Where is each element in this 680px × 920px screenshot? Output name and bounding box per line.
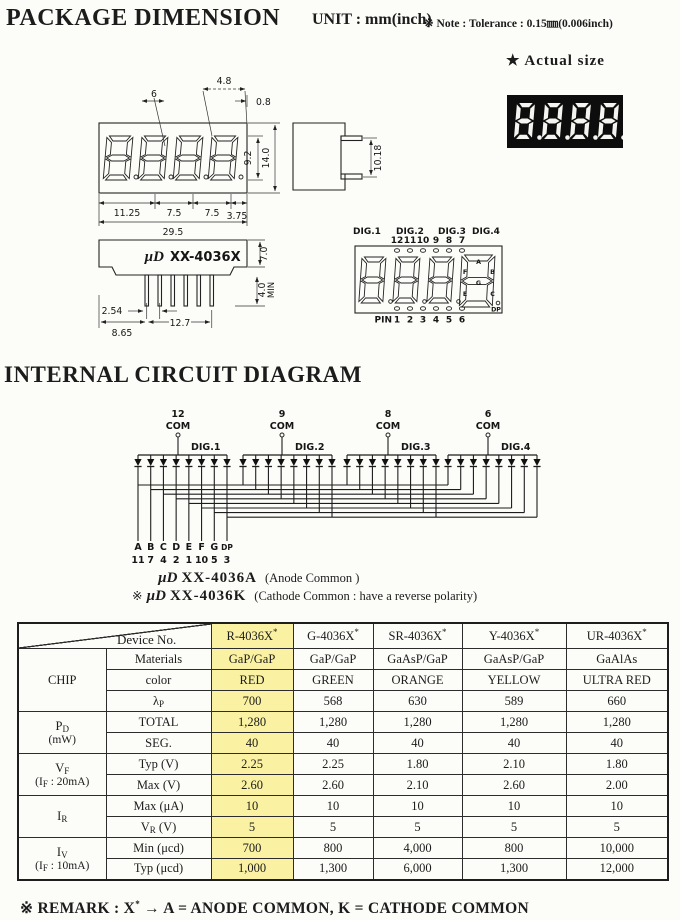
value-cell: 10 bbox=[462, 796, 566, 817]
svg-text:DIG.3: DIG.3 bbox=[438, 227, 466, 237]
table-row bbox=[18, 733, 668, 754]
table-row bbox=[18, 775, 668, 796]
value-cell: 5 bbox=[211, 817, 293, 838]
svg-text:2.54: 2.54 bbox=[101, 306, 123, 317]
svg-text:10: 10 bbox=[416, 236, 430, 246]
value-cell: ORANGE bbox=[373, 670, 462, 691]
actual-size-display bbox=[507, 95, 623, 148]
svg-text:COM: COM bbox=[165, 421, 191, 432]
group-label-cell: IV (IF : 10mA) bbox=[18, 838, 106, 880]
svg-text:11.25: 11.25 bbox=[113, 208, 141, 219]
device-header-cell: Y-4036X* bbox=[462, 623, 566, 649]
value-cell: 10 bbox=[566, 796, 668, 817]
table-row bbox=[18, 691, 668, 712]
svg-text:6: 6 bbox=[484, 409, 492, 420]
value-cell: 40 bbox=[293, 733, 373, 754]
param-label-cell: Typ (V) bbox=[106, 754, 211, 775]
side-height-label: 10.18 bbox=[373, 144, 384, 172]
value-cell: 2.60 bbox=[293, 775, 373, 796]
param-label-cell: Max (V) bbox=[106, 775, 211, 796]
svg-text:7.0: 7.0 bbox=[259, 246, 270, 262]
svg-text:DIG.2: DIG.2 bbox=[396, 227, 424, 237]
svg-text:8: 8 bbox=[384, 409, 392, 420]
value-cell: 40 bbox=[211, 733, 293, 754]
svg-text:9: 9 bbox=[432, 236, 440, 246]
svg-text:COM: COM bbox=[475, 421, 501, 432]
value-cell: 5 bbox=[373, 817, 462, 838]
value-cell: 1,300 bbox=[462, 859, 566, 880]
svg-text:4: 4 bbox=[432, 315, 440, 326]
svg-text:DIG.4: DIG.4 bbox=[501, 442, 531, 453]
svg-text:11: 11 bbox=[403, 236, 417, 246]
value-cell: GaAsP/GaP bbox=[462, 649, 566, 670]
actual-size-label: ★ Actual size bbox=[506, 53, 605, 69]
page-title: PACKAGE DIMENSION bbox=[6, 5, 281, 31]
svg-text:12: 12 bbox=[390, 236, 404, 246]
group-label-cell: PD (mW) bbox=[18, 712, 106, 754]
value-cell: 2.25 bbox=[293, 754, 373, 775]
value-cell: GaP/GaP bbox=[293, 649, 373, 670]
param-label-cell: SEG. bbox=[106, 733, 211, 754]
table-row bbox=[18, 796, 668, 817]
svg-text:5: 5 bbox=[210, 555, 218, 566]
package-model: XX-4036X bbox=[170, 250, 241, 265]
param-label-cell: Min (μcd) bbox=[106, 838, 211, 859]
package-logo: µD bbox=[144, 249, 164, 265]
group-label-cell: CHIP bbox=[18, 649, 106, 712]
param-label-cell: λP bbox=[106, 691, 211, 712]
svg-text:10: 10 bbox=[194, 555, 209, 566]
svg-text:COM: COM bbox=[375, 421, 401, 432]
param-label-cell: Max (μA) bbox=[106, 796, 211, 817]
remark-asterisk: ※ bbox=[132, 589, 143, 603]
value-cell: GaAlAs bbox=[566, 649, 668, 670]
internal-circuit-diagram bbox=[95, 403, 585, 575]
value-cell: 5 bbox=[462, 817, 566, 838]
svg-text:DIG.1: DIG.1 bbox=[191, 442, 221, 453]
svg-text:3: 3 bbox=[223, 555, 231, 566]
value-cell: 5 bbox=[293, 817, 373, 838]
param-label-cell: VR (V) bbox=[106, 817, 211, 838]
svg-text:7.5: 7.5 bbox=[204, 208, 220, 219]
svg-text:G: G bbox=[475, 280, 482, 287]
group-label-cell: IR bbox=[18, 796, 106, 838]
value-cell: GREEN bbox=[293, 670, 373, 691]
svg-text:G: G bbox=[210, 542, 219, 553]
svg-text:C: C bbox=[159, 542, 167, 553]
svg-text:12: 12 bbox=[171, 409, 185, 420]
tolerance-note: ※ Note : Tolerance : 0.15㎜(0.006inch) bbox=[424, 18, 613, 30]
table-row bbox=[18, 649, 668, 670]
svg-text:DIG.3: DIG.3 bbox=[401, 442, 431, 453]
front-dim-labels bbox=[114, 76, 272, 238]
brand-logo: µD bbox=[146, 588, 166, 604]
svg-text:9.2: 9.2 bbox=[243, 150, 254, 166]
value-cell: 10 bbox=[373, 796, 462, 817]
value-cell: 1,300 bbox=[293, 859, 373, 880]
device-header-cell: UR-4036X* bbox=[566, 623, 668, 649]
circuit-title: INTERNAL CIRCUIT DIAGRAM bbox=[4, 362, 362, 387]
svg-text:8.65: 8.65 bbox=[111, 328, 133, 339]
model-name: XX-4036K bbox=[169, 588, 247, 604]
svg-text:6: 6 bbox=[458, 315, 466, 326]
svg-text:2: 2 bbox=[172, 555, 180, 566]
segment-letter-labels bbox=[463, 259, 501, 314]
value-cell: 12,000 bbox=[566, 859, 668, 880]
svg-text:11: 11 bbox=[131, 555, 145, 566]
value-cell: 2.25 bbox=[211, 754, 293, 775]
device-header-cell: G-4036X* bbox=[293, 623, 373, 649]
svg-text:1: 1 bbox=[185, 555, 193, 566]
svg-text:8: 8 bbox=[445, 236, 453, 246]
package-dimension-drawing bbox=[85, 70, 395, 350]
value-cell: 1,280 bbox=[566, 712, 668, 733]
value-cell: 589 bbox=[462, 691, 566, 712]
table-row bbox=[18, 670, 668, 691]
unit-note: UNIT : mm(inch) bbox=[312, 11, 432, 28]
svg-text:7.5: 7.5 bbox=[166, 208, 182, 219]
device-no-corner-cell: Device No. bbox=[18, 623, 211, 649]
svg-text:1: 1 bbox=[393, 315, 401, 326]
value-cell: ULTRA RED bbox=[566, 670, 668, 691]
svg-text:A: A bbox=[476, 259, 481, 266]
param-label-cell: color bbox=[106, 670, 211, 691]
svg-text:DP: DP bbox=[491, 306, 501, 314]
value-cell: 2.10 bbox=[462, 754, 566, 775]
param-label-cell: Typ (μcd) bbox=[106, 859, 211, 880]
svg-text:9: 9 bbox=[278, 409, 286, 420]
circuit-labels bbox=[131, 409, 530, 566]
svg-text:E: E bbox=[185, 542, 193, 553]
value-cell: 5 bbox=[566, 817, 668, 838]
device-header-cell: R-4036X* bbox=[211, 623, 293, 649]
spec-table bbox=[17, 622, 669, 881]
param-label-cell: TOTAL bbox=[106, 712, 211, 733]
svg-text:4.0: 4.0 bbox=[257, 282, 268, 298]
model-desc: (Anode Common ) bbox=[264, 571, 360, 585]
svg-text:F: F bbox=[198, 542, 205, 553]
svg-text:DIG.1: DIG.1 bbox=[353, 227, 381, 237]
model-line-anode bbox=[158, 569, 359, 587]
value-cell: 1,280 bbox=[462, 712, 566, 733]
value-cell: 1,280 bbox=[373, 712, 462, 733]
value-cell: 660 bbox=[566, 691, 668, 712]
group-label-cell: VF (IF : 20mA) bbox=[18, 754, 106, 796]
value-cell: GaP/GaP bbox=[211, 649, 293, 670]
value-cell: 40 bbox=[566, 733, 668, 754]
value-cell: 2.00 bbox=[566, 775, 668, 796]
svg-text:C: C bbox=[490, 291, 495, 298]
brand-logo: µD bbox=[158, 570, 178, 586]
value-cell: 800 bbox=[462, 838, 566, 859]
svg-text:3.75: 3.75 bbox=[226, 211, 248, 222]
svg-text:PIN: PIN bbox=[374, 315, 392, 326]
svg-text:3: 3 bbox=[419, 315, 427, 326]
svg-text:F: F bbox=[462, 269, 468, 276]
value-cell: 1,280 bbox=[211, 712, 293, 733]
value-cell: 1.80 bbox=[373, 754, 462, 775]
table-row bbox=[18, 712, 668, 733]
svg-text:B: B bbox=[490, 269, 495, 276]
seven-segment-display bbox=[507, 95, 623, 148]
table-remark: ※ REMARK : X* → A = ANODE COMMON, K = CATHODE COMMON bbox=[20, 899, 530, 918]
value-cell: 2.60 bbox=[211, 775, 293, 796]
model-line-cathode bbox=[132, 587, 477, 605]
value-cell: RED bbox=[211, 670, 293, 691]
svg-text:DIG.2: DIG.2 bbox=[295, 442, 325, 453]
value-cell: YELLOW bbox=[462, 670, 566, 691]
svg-text:6: 6 bbox=[151, 89, 157, 100]
value-cell: 700 bbox=[211, 838, 293, 859]
svg-text:E: E bbox=[462, 291, 468, 298]
table-row bbox=[18, 754, 668, 775]
svg-text:D: D bbox=[172, 542, 181, 553]
value-cell: GaAsP/GaP bbox=[373, 649, 462, 670]
model-desc: (Cathode Common : have a reverse polarity) bbox=[254, 589, 478, 603]
value-cell: 1,280 bbox=[293, 712, 373, 733]
svg-text:DIG.4: DIG.4 bbox=[472, 227, 500, 237]
value-cell: 630 bbox=[373, 691, 462, 712]
svg-text:A: A bbox=[134, 542, 142, 553]
value-cell: 2.10 bbox=[373, 775, 462, 796]
svg-text:7: 7 bbox=[147, 555, 155, 566]
svg-text:MIN: MIN bbox=[267, 281, 277, 299]
svg-text:14.0: 14.0 bbox=[261, 147, 272, 169]
svg-text:B: B bbox=[147, 542, 155, 553]
svg-text:5: 5 bbox=[445, 315, 453, 326]
svg-text:4: 4 bbox=[160, 555, 167, 566]
value-cell: 6,000 bbox=[373, 859, 462, 880]
value-cell: 800 bbox=[293, 838, 373, 859]
table-row bbox=[18, 817, 668, 838]
svg-text:DP: DP bbox=[221, 543, 233, 552]
svg-text:12.7: 12.7 bbox=[169, 318, 191, 329]
svg-text:2: 2 bbox=[406, 315, 414, 326]
side-view bbox=[293, 123, 362, 190]
pin-diagram bbox=[350, 224, 510, 326]
value-cell: 4,000 bbox=[373, 838, 462, 859]
svg-text:0.8: 0.8 bbox=[256, 97, 271, 108]
value-cell: 10 bbox=[293, 796, 373, 817]
svg-text:29.5: 29.5 bbox=[162, 227, 184, 238]
value-cell: 40 bbox=[373, 733, 462, 754]
table-row bbox=[18, 859, 668, 880]
device-header-cell: SR-4036X* bbox=[373, 623, 462, 649]
front-view bbox=[99, 123, 247, 193]
bottom-view bbox=[99, 240, 247, 306]
value-cell: 40 bbox=[462, 733, 566, 754]
value-cell: 1.80 bbox=[566, 754, 668, 775]
svg-text:4.8: 4.8 bbox=[216, 76, 232, 87]
model-name: XX-4036A bbox=[181, 570, 257, 586]
param-label-cell: Materials bbox=[106, 649, 211, 670]
value-cell: 700 bbox=[211, 691, 293, 712]
value-cell: 10,000 bbox=[566, 838, 668, 859]
value-cell: 1,000 bbox=[211, 859, 293, 880]
value-cell: 2.60 bbox=[462, 775, 566, 796]
value-cell: 568 bbox=[293, 691, 373, 712]
table-row bbox=[18, 838, 668, 859]
svg-text:COM: COM bbox=[269, 421, 295, 432]
value-cell: 10 bbox=[211, 796, 293, 817]
svg-text:7: 7 bbox=[458, 236, 466, 246]
